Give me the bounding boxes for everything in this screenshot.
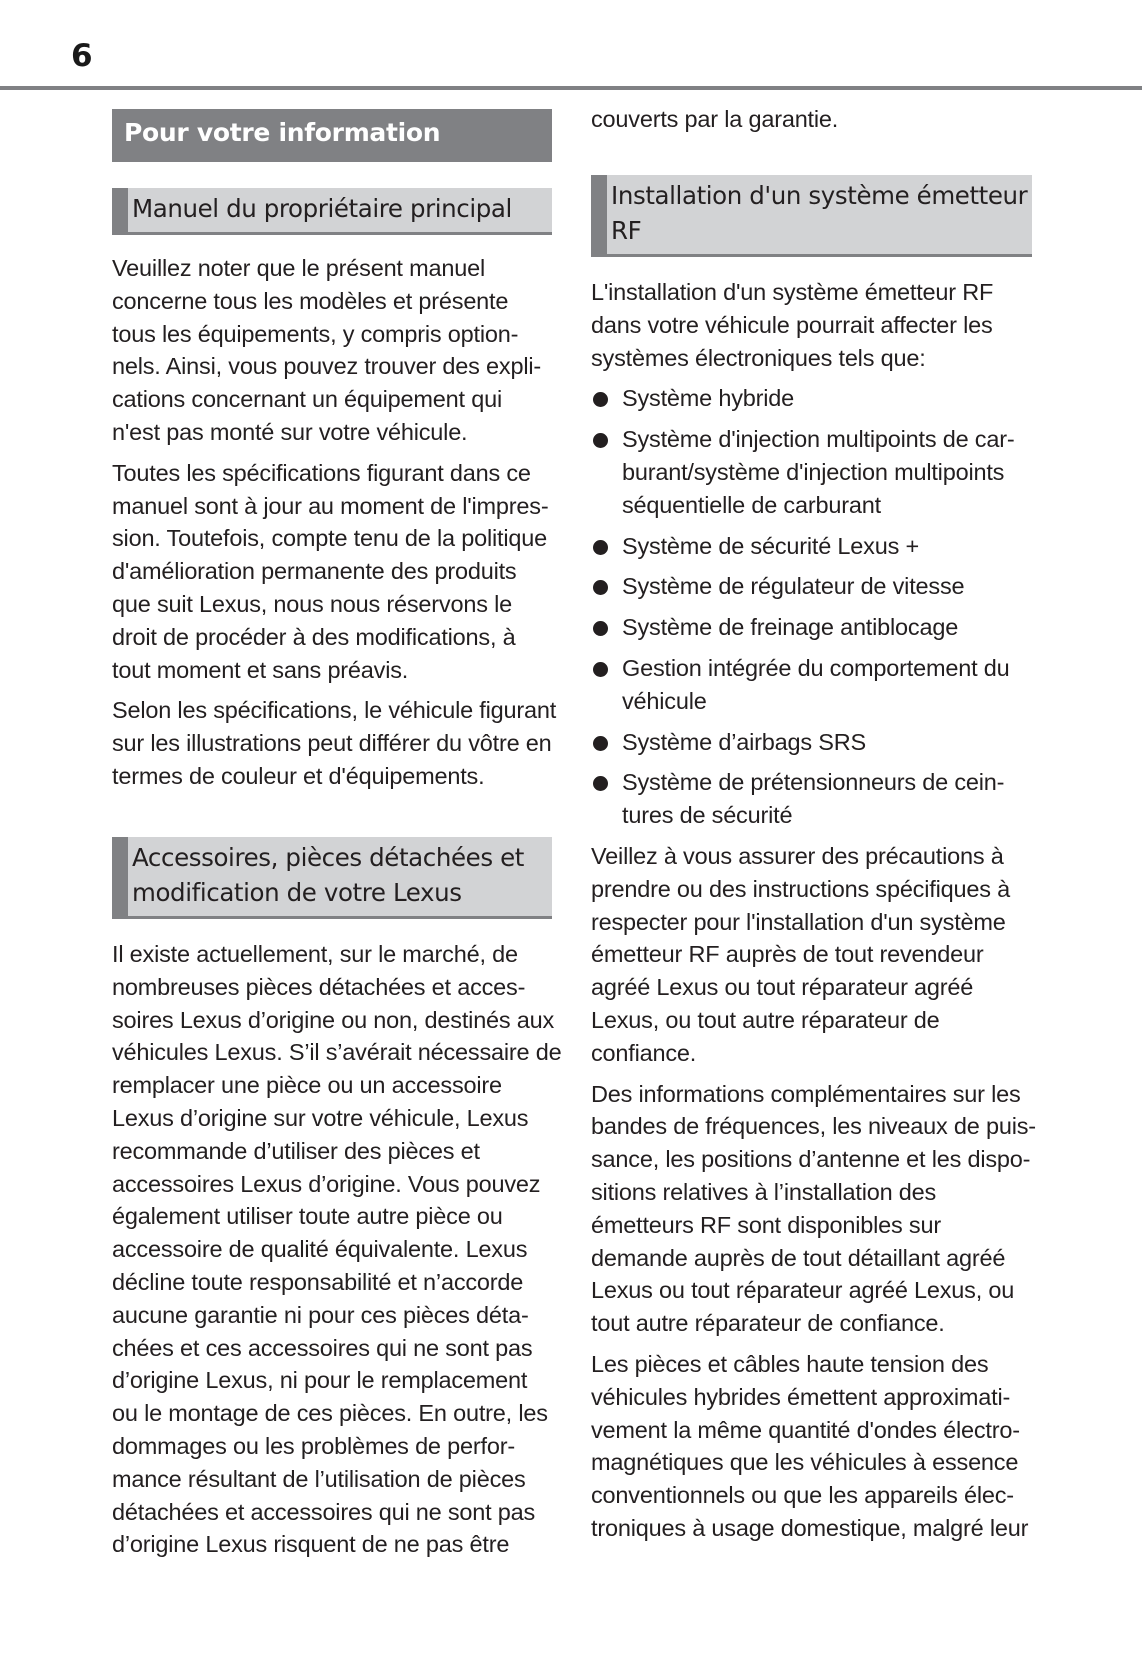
text-line: burant/système d'injection multipoints bbox=[622, 458, 1005, 485]
text-line: véhicules Lexus. S’il s’avérait nécessaire de bbox=[112, 1039, 562, 1066]
bullet-icon bbox=[593, 392, 608, 407]
bullet-icon bbox=[593, 662, 608, 677]
text-line: d’origine Lexus risquent de ne pas être bbox=[112, 1531, 510, 1558]
text-line: demande auprès de tout détaillant agréé bbox=[591, 1244, 1006, 1271]
text-line: tout autre réparateur de confiance. bbox=[591, 1310, 945, 1337]
text-line: séquentielle de carburant bbox=[622, 491, 881, 518]
text-line: dommages ou les problèmes de perfor- bbox=[112, 1432, 515, 1459]
text-line: magnétiques que les véhicules à essence bbox=[591, 1449, 1019, 1476]
text-line: véhicules hybrides émettent approximati- bbox=[591, 1383, 1011, 1410]
text-line: accessoire de qualité équivalente. Lexus bbox=[112, 1236, 528, 1263]
text-line: n'est pas monté sur votre véhicule. bbox=[112, 418, 468, 445]
rf-transmitter-body bbox=[591, 276, 1036, 1553]
text-line: mance résultant de l’utilisation de pièces bbox=[112, 1465, 526, 1492]
text-line: Il existe actuellement, sur le marché, de bbox=[112, 941, 518, 967]
text-line: décline toute responsabilité et n’accorde bbox=[112, 1268, 524, 1295]
text-line: sion. Toutefois, compte tenu de la politique bbox=[112, 525, 547, 552]
text-line: également utiliser toute autre pièce ou bbox=[112, 1203, 503, 1230]
text-line: véhicule bbox=[622, 687, 707, 714]
text-line: agréé Lexus ou tout réparateur agréé bbox=[591, 974, 974, 1001]
heading-line: Manuel du propriétaire principal bbox=[132, 194, 512, 223]
heading-line: modification de votre Lexus bbox=[132, 878, 462, 907]
bullet-icon bbox=[593, 621, 608, 636]
text-line: couverts par la garantie. bbox=[591, 106, 839, 132]
text-line: recommande d’utiliser des pièces et bbox=[112, 1137, 480, 1164]
section-heading-accessories bbox=[112, 837, 552, 919]
text-line: nels. Ainsi, vous pouvez trouver des expli- bbox=[112, 353, 541, 380]
bullet-icon bbox=[593, 580, 608, 595]
continuation-text bbox=[591, 103, 1032, 136]
list-item bbox=[591, 530, 1032, 563]
text-line: conventionnels ou que les appareils élec- bbox=[591, 1482, 1014, 1509]
paragraph bbox=[112, 252, 552, 449]
text-line: ou le montage de ces pièces. En outre, les bbox=[112, 1400, 548, 1427]
text-line: détachées et accessoires qui ne sont pas bbox=[112, 1498, 536, 1525]
text-line: concerne tous les modèles et présente bbox=[112, 287, 509, 314]
paragraph bbox=[591, 1078, 1036, 1340]
bullet-icon bbox=[593, 736, 608, 751]
list-item bbox=[591, 652, 1032, 718]
section-heading-owners-manual bbox=[112, 188, 552, 235]
text-line: L'installation d'un système émetteur RF bbox=[591, 279, 994, 305]
text-line: Système de prétensionneurs de cein- bbox=[622, 769, 1005, 796]
text-line: Système de freinage antiblocage bbox=[622, 614, 959, 641]
text-line: que suit Lexus, nous nous réservons le bbox=[112, 590, 512, 617]
list-item bbox=[591, 570, 1032, 603]
affected-systems-list bbox=[591, 382, 1032, 832]
text-line: chées et ces accessoires qui ne sont pas bbox=[112, 1334, 533, 1361]
text-line: respecter pour l'installation d'un système bbox=[591, 908, 1006, 935]
list-item bbox=[591, 726, 1032, 759]
bullet-icon bbox=[593, 540, 608, 555]
text-line: manuel sont à jour au moment de l'impres- bbox=[112, 492, 549, 519]
text-line: droit de procéder à des modifications, à bbox=[112, 623, 516, 650]
text-line: Système hybride bbox=[622, 385, 795, 412]
bullet-icon bbox=[593, 776, 608, 791]
text-line: nombreuses pièces détachées et acces- bbox=[112, 973, 526, 1000]
text-line: sur les illustrations peut différer du vôtre en bbox=[112, 730, 552, 757]
paragraph bbox=[112, 938, 562, 1561]
text-line: dans votre véhicule pourrait affecter les bbox=[591, 311, 993, 338]
bullet-icon bbox=[593, 433, 608, 448]
text-line: Système de sécurité Lexus + bbox=[622, 532, 919, 559]
text-line: sitions relatives à l’installation des bbox=[591, 1178, 937, 1205]
text-line: vement la même quantité d'ondes électro- bbox=[591, 1416, 1020, 1443]
text-line: troniques à usage domestique, malgré leur bbox=[591, 1514, 1029, 1541]
text-line: Lexus, ou tout autre réparateur de bbox=[591, 1006, 940, 1033]
owners-manual-body bbox=[112, 252, 557, 801]
top-rule bbox=[0, 86, 1142, 90]
paragraph bbox=[112, 694, 557, 792]
text-line: émetteurs RF sont disponibles sur bbox=[591, 1211, 941, 1238]
heading-line: Installation d'un système émetteur bbox=[611, 181, 1028, 210]
text-line: tout moment et sans préavis. bbox=[112, 656, 409, 683]
page-number: 6 bbox=[71, 38, 93, 74]
text-line: d'amélioration permanente des produits bbox=[112, 558, 517, 585]
paragraph-intro bbox=[591, 276, 1032, 374]
text-line: Système d’airbags SRS bbox=[622, 728, 866, 755]
text-line: soires Lexus d’origine ou non, destinés aux bbox=[112, 1006, 555, 1033]
section-heading-rf-transmitter bbox=[591, 175, 1032, 257]
text-line: bandes de fréquences, les niveaux de puis- bbox=[591, 1113, 1036, 1140]
text-line: confiance. bbox=[591, 1039, 697, 1066]
list-item bbox=[591, 423, 1032, 521]
text-line: Lexus d’origine sur votre véhicule, Lexus bbox=[112, 1104, 529, 1131]
text-line: sance, les positions d’antenne et les dispo- bbox=[591, 1146, 1031, 1173]
paragraph bbox=[591, 840, 1032, 1070]
text-line: remplacer une pièce ou un accessoire bbox=[112, 1072, 502, 1099]
text-line: Veuillez noter que le présent manuel bbox=[112, 255, 485, 281]
text-line: Toutes les spécifications figurant dans ce bbox=[112, 459, 531, 486]
list-item bbox=[591, 766, 1032, 832]
text-line: prendre ou des instructions spécifiques à bbox=[591, 875, 1010, 902]
heading-line: Accessoires, pièces détachées et bbox=[132, 843, 524, 872]
text-line: Veillez à vous assurer des précautions à bbox=[591, 842, 1004, 869]
text-line: Gestion intégrée du comportement du bbox=[622, 654, 1010, 681]
list-item bbox=[591, 382, 1032, 415]
chapter-banner: Pour votre information bbox=[112, 109, 552, 162]
text-line: termes de couleur et d'équipements. bbox=[112, 762, 485, 789]
text-line: cations concernant un équipement qui bbox=[112, 386, 502, 413]
text-line: Des informations complémentaires sur les bbox=[591, 1080, 1021, 1107]
paragraph bbox=[112, 457, 552, 687]
text-line: tous les équipements, y compris option- bbox=[112, 320, 519, 347]
paragraph bbox=[591, 1348, 1032, 1545]
text-line: systèmes électroniques tels que: bbox=[591, 344, 926, 371]
text-line: aucune garantie ni pour ces pièces déta- bbox=[112, 1301, 529, 1328]
text-line: accessoires Lexus d’origine. Vous pouvez bbox=[112, 1170, 541, 1197]
text-line: Système d'injection multipoints de car- bbox=[622, 426, 1015, 453]
text-line: tures de sécurité bbox=[622, 802, 793, 829]
heading-line: RF bbox=[611, 216, 642, 245]
text-line: Selon les spécifications, le véhicule figurant bbox=[112, 697, 557, 724]
text-line: Système de régulateur de vitesse bbox=[622, 573, 965, 600]
accessories-body bbox=[112, 938, 562, 1569]
list-item bbox=[591, 611, 1032, 644]
text-line: d’origine Lexus, ni pour le remplacement bbox=[112, 1367, 528, 1394]
text-line: Les pièces et câbles haute tension des bbox=[591, 1350, 989, 1377]
text-line: émetteur RF auprès de tout revendeur bbox=[591, 941, 984, 968]
text-line: Lexus ou tout réparateur agréé Lexus, ou bbox=[591, 1277, 1015, 1304]
